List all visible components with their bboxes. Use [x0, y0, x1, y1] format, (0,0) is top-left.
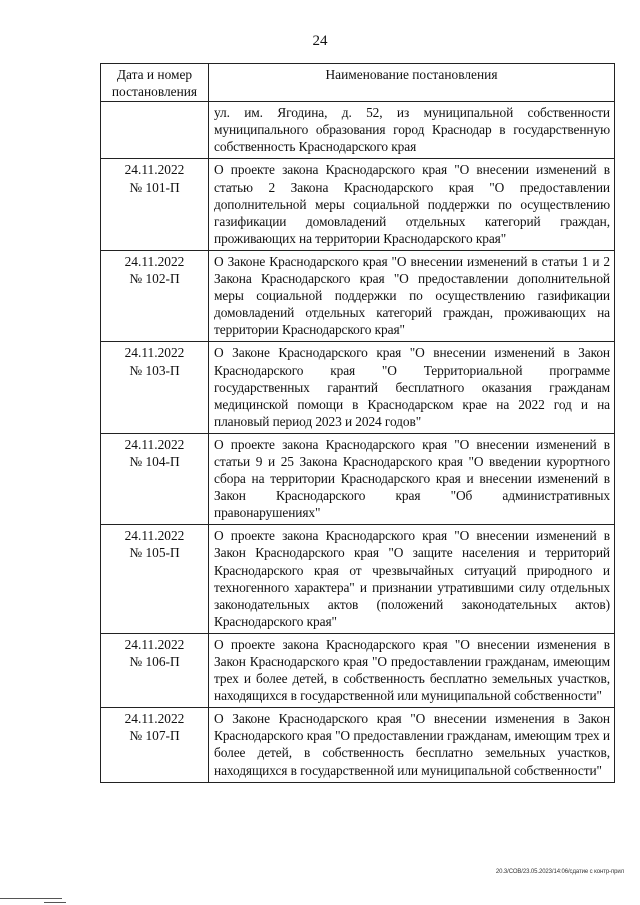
page-number: 24 — [312, 33, 328, 49]
table-row — [101, 633, 615, 707]
table-header-row — [101, 64, 615, 102]
decree-number: № 107-П — [129, 728, 180, 744]
decree-number: № 103-П — [129, 362, 180, 378]
decree-date: 24.11.2022 — [124, 162, 185, 178]
decree-date: 24.11.2022 — [124, 528, 185, 544]
decree-date-cell — [101, 633, 209, 707]
document-stamp: 20.3/СОВ/23.05.2023/14:06/сдатие с контр-прил — [495, 869, 624, 875]
column-header-title: Наименование постановления — [209, 64, 615, 102]
decree-date-cell — [101, 250, 209, 341]
scan-artifact-line — [0, 898, 62, 899]
table-row — [101, 159, 615, 250]
table-row — [101, 708, 615, 782]
table-row — [101, 250, 615, 341]
table-row — [101, 433, 615, 524]
decree-date: 24.11.2022 — [124, 436, 185, 452]
decree-date: 24.11.2022 — [124, 636, 185, 652]
decrees-table — [100, 63, 615, 783]
decree-title: О проекте закона Краснодарского края "О внесении изменений в статьи 9 и 25 Закона Краснодарского края "О введении курортного сбора на территории Краснодарского края и внесении изменений в Закон Краснодарского края "Об административных правонарушениях" — [209, 433, 615, 524]
decree-date: 24.11.2022 — [124, 253, 185, 269]
decree-number: № 105-П — [129, 545, 180, 561]
decree-title: ул. им. Ягодина, д. 52, из муниципальной собственности муниципального образования город Краснодар в государственную собственность Краснодарского края — [209, 102, 615, 159]
decree-date: 24.11.2022 — [124, 711, 185, 727]
decree-date-cell — [101, 525, 209, 634]
decree-date-cell — [101, 433, 209, 524]
decree-date-cell — [101, 708, 209, 782]
decree-title: О Законе Краснодарского края "О внесении изменения в Закон Краснодарского края "О предоставлении гражданам, имеющим трех и более детей, в собственность бесплатно земельных участков, находящихся в государственной или муниципальной собственности" — [209, 708, 615, 782]
decree-number: № 102-П — [129, 271, 180, 287]
decree-title: О Законе Краснодарского края "О внесении изменений в статьи 1 и 2 Закона Краснодарского края "О предоставлении дополнительной меры социальной поддержки по осуществлению газификации домовладений отдельных категорий граждан, проживающих на территории Краснодарского края" — [209, 250, 615, 341]
decree-title: О проекте закона Краснодарского края "О внесении изменения в Закон Краснодарского края "О предоставлении гражданам, имеющим трех и более детей, в собственность бесплатно земельных участков, находящихся в государственной или муниципальной собственности" — [209, 633, 615, 707]
column-header-date: Дата и номер постановления — [101, 64, 209, 102]
decree-date-cell — [101, 342, 209, 433]
table-row — [101, 102, 615, 159]
decree-title: О проекте закона Краснодарского края "О внесении изменений в Закон Краснодарского края "О защите населения и территорий Краснодарского края от чрезвычайных ситуаций природного и техногенного характера" и признании утратившими силу отдельных законодательных актов (положений законодательных актов) Краснодарского края" — [209, 525, 615, 634]
decree-number: № 101-П — [129, 179, 180, 195]
decree-number: № 104-П — [129, 453, 180, 469]
table-row — [101, 525, 615, 634]
table-row — [101, 342, 615, 433]
decree-date-cell — [101, 102, 209, 159]
decree-title: О проекте закона Краснодарского края "О внесении изменений в статью 2 Закона Краснодарского края "О предоставлении дополнительной меры социальной поддержки по осуществлению газификации домовладений отдельных категорий граждан, проживающих на территории Краснодарского края" — [209, 159, 615, 250]
decree-title: О Законе Краснодарского края "О внесении изменений в Закон Краснодарского края "О Территориальной программе государственных гарантий бесплатного оказания гражданам медицинской помощи в Краснодарском крае на 2022 год и на плановый период 2023 и 2024 годов" — [209, 342, 615, 433]
decree-date: 24.11.2022 — [124, 345, 185, 361]
scan-artifact-line — [44, 902, 66, 903]
decree-date-cell — [101, 159, 209, 250]
decree-number: № 106-П — [129, 654, 180, 669]
